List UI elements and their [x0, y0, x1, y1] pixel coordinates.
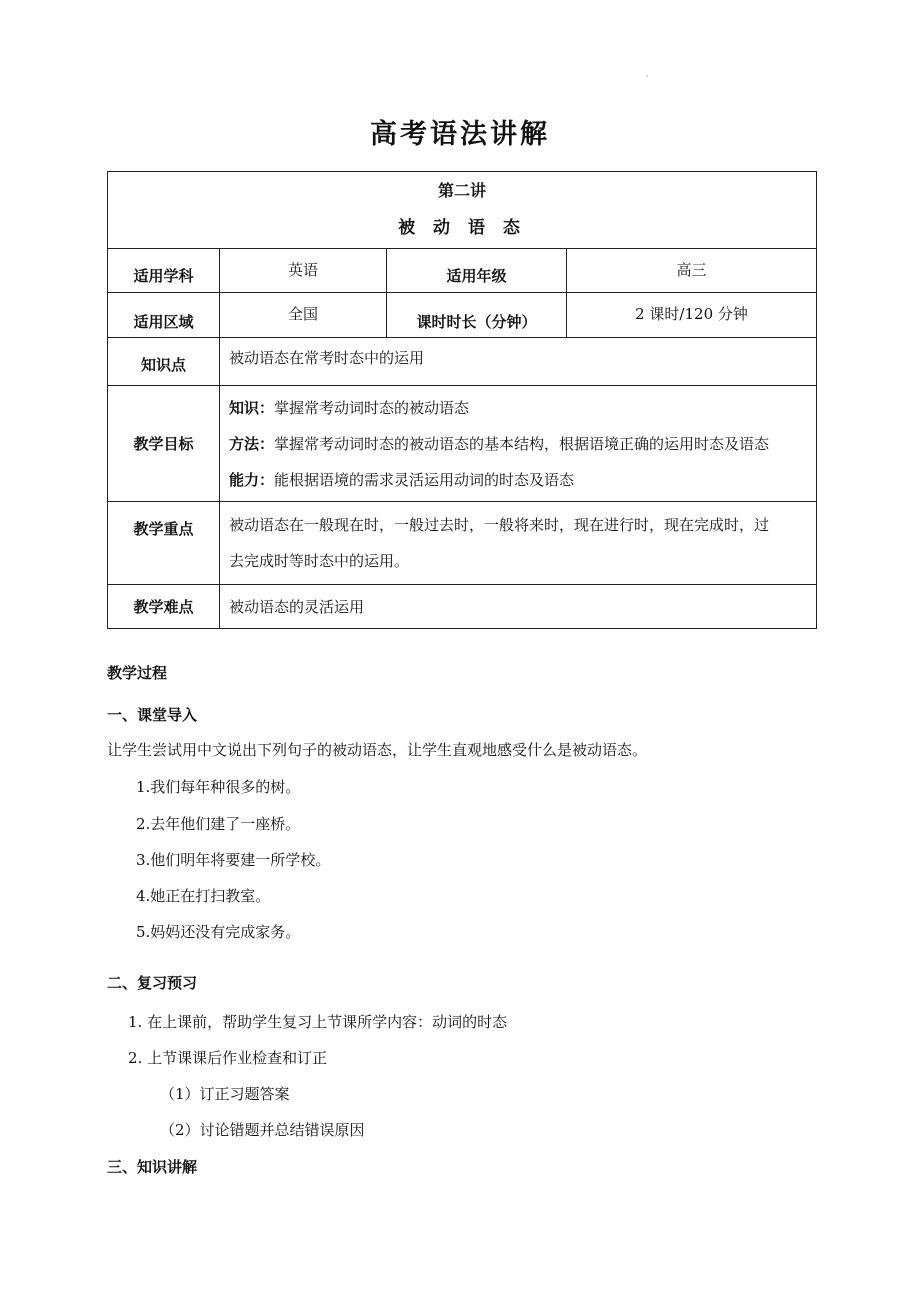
- grade-label: 适用年级: [387, 249, 567, 293]
- header-mark: ': [646, 74, 649, 83]
- difficulty-value: 被动语态的灵活运用: [220, 585, 817, 629]
- subject-value: 英语: [220, 249, 387, 293]
- duration-value: 2 课时/120 分钟: [567, 293, 817, 338]
- goal-ability: 能力：能根据语境的需求灵活运用动词的时态及语态: [229, 470, 575, 489]
- goals-label: 教学目标: [108, 386, 220, 502]
- list-item: 4.她正在打扫教室。: [136, 887, 271, 905]
- goal-method: 方法：掌握常考动词时态的被动语态的基本结构，根据语境正确的运用时态及语态: [229, 434, 770, 453]
- list-item: 1.我们每年种很多的树。: [136, 778, 301, 796]
- grade-value: 高三: [567, 249, 817, 293]
- course-info-table: [107, 171, 817, 629]
- region-value: 全国: [220, 293, 387, 338]
- process-title: 教学过程: [107, 664, 168, 682]
- lecture-topic: 被 动 语 态: [398, 218, 526, 238]
- list-item: 2. 上节课课后作业检查和订正: [128, 1049, 328, 1067]
- goal-knowledge: 知识：掌握常考动词时态的被动语态: [229, 398, 470, 417]
- knowledge-label: 知识点: [108, 338, 220, 386]
- sub-list-item: （2）讨论错题并总结错误原因: [160, 1121, 365, 1139]
- list-item: 1. 在上课前，帮助学生复习上节课所学内容：动词的时态: [128, 1013, 508, 1031]
- focus-line: 去完成时等时态中的运用。: [229, 552, 410, 570]
- list-item: 3.他们明年将要建一所学校。: [136, 851, 331, 869]
- section-heading: 二、复习预习: [107, 974, 198, 992]
- region-label: 适用区域: [108, 293, 220, 338]
- subject-label: 适用学科: [108, 249, 220, 293]
- list-item: 5.妈妈还没有完成家务。: [136, 923, 301, 941]
- goals-content: [220, 386, 817, 502]
- section-intro: 让学生尝试用中文说出下列句子的被动语态，让学生直观地感受什么是被动语态。: [107, 741, 648, 759]
- sub-list-item: （1）订正习题答案: [160, 1085, 290, 1103]
- lecture-header: [108, 172, 817, 249]
- difficulty-label: 教学难点: [108, 585, 220, 629]
- page-title: 高考语法讲解: [370, 119, 550, 150]
- focus-label: 教学重点: [108, 502, 220, 585]
- section-heading: 三、知识讲解: [107, 1158, 198, 1176]
- duration-label: 课时时长（分钟）: [387, 293, 567, 338]
- lecture-number: 第二讲: [438, 181, 487, 200]
- focus-line: 被动语态在一般现在时，一般过去时，一般将来时，现在进行时，现在完成时，过: [229, 516, 770, 534]
- list-item: 2.去年他们建了一座桥。: [136, 815, 301, 833]
- knowledge-value: 被动语态在常考时态中的运用: [220, 338, 817, 386]
- section-heading: 一、课堂导入: [107, 706, 198, 724]
- focus-content: [220, 502, 817, 585]
